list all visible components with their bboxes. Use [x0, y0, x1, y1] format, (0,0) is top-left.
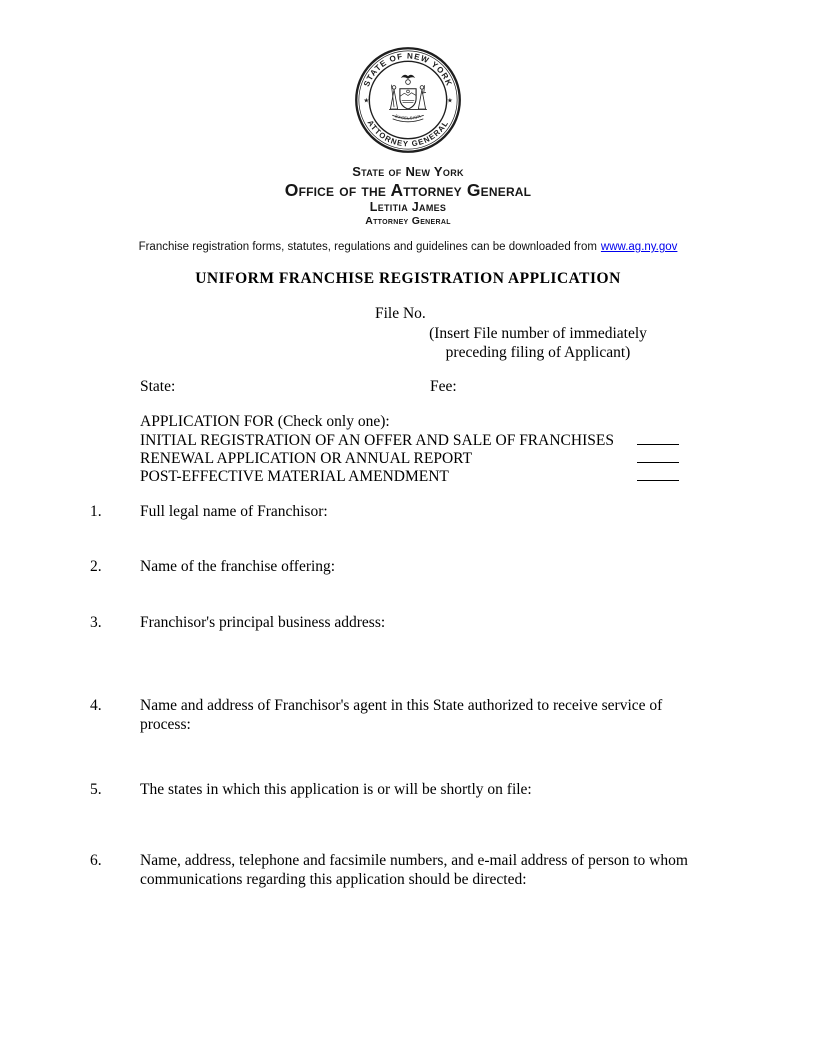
option-renewal-application	[140, 449, 679, 467]
option-label: INITIAL REGISTRATION OF AN OFFER AND SALE OF FRANCHISES	[140, 432, 614, 449]
item-text: Name and address of Franchisor's agent in this State authorized to receive service of process:	[140, 697, 663, 733]
item-number: 2.	[90, 558, 102, 575]
seal-graphic	[354, 46, 462, 154]
download-notice-text: Franchise registration forms, statutes, regulations and guidelines can be downloaded from	[138, 241, 597, 253]
item-number: 5.	[90, 781, 102, 798]
letterhead-state: State of New York	[352, 164, 464, 179]
item-text: Name of the franchise offering:	[140, 558, 336, 575]
item-number: 3.	[90, 614, 102, 631]
file-no-hint-line1: (Insert File number of immediately	[429, 325, 647, 342]
form-title: UNIFORM FRANCHISE REGISTRATION APPLICATION	[195, 270, 621, 287]
seal-star-left-icon: ★	[363, 97, 369, 105]
item-number: 4.	[90, 697, 102, 714]
form-item-4	[90, 696, 707, 734]
seal-banner-text: EXCELSIOR	[394, 113, 422, 121]
form-item-5	[90, 780, 707, 799]
letterhead-attorney-title: Attorney General	[365, 215, 451, 227]
item-number: 6.	[90, 852, 102, 869]
option-blank-line	[637, 467, 679, 481]
option-post-effective-amendment	[140, 467, 679, 485]
item-text: Name, address, telephone and facsimile numbers, and e-mail address of person to whom communications regarding this application should be directed:	[140, 852, 688, 888]
letterhead	[0, 163, 816, 228]
application-type-options	[140, 431, 679, 485]
option-blank-line	[637, 431, 679, 445]
option-initial-registration	[140, 431, 679, 449]
seal-bottom-text: ATTORNEY GENERAL	[365, 118, 451, 149]
letterhead-office: Office of the Attorney General	[284, 180, 532, 200]
item-text: Full legal name of Franchisor:	[140, 503, 328, 520]
letterhead-attorney-name: Letitia James	[369, 200, 447, 214]
option-blank-line	[637, 449, 679, 463]
option-label: POST-EFFECTIVE MATERIAL AMENDMENT	[140, 468, 449, 485]
file-no-hint	[408, 325, 668, 362]
form-item-1	[90, 502, 707, 521]
ny-attorney-general-seal	[354, 46, 462, 154]
seal-top-text: STATE OF NEW YORK	[362, 51, 454, 88]
form-item-6	[90, 851, 707, 889]
ag-ny-gov-link[interactable]: www.ag.ny.gov	[600, 241, 678, 253]
state-field-label: State:	[140, 378, 176, 395]
item-text: The states in which this application is or will be shortly on file:	[140, 781, 532, 798]
shield-icon	[400, 89, 416, 109]
application-for-instruction: APPLICATION FOR (Check only one):	[140, 413, 390, 430]
fee-field-label: Fee:	[430, 378, 457, 395]
option-label: RENEWAL APPLICATION OR ANNUAL REPORT	[140, 450, 473, 467]
download-notice	[0, 241, 816, 253]
seal-star-right-icon: ★	[447, 97, 453, 105]
item-number: 1.	[90, 503, 102, 520]
item-text: Franchisor's principal business address:	[140, 614, 386, 631]
file-no-hint-line2: preceding filing of Applicant)	[445, 343, 631, 361]
form-item-3	[90, 613, 707, 632]
file-no-label: File No.	[375, 305, 426, 322]
form-item-2	[90, 557, 707, 576]
